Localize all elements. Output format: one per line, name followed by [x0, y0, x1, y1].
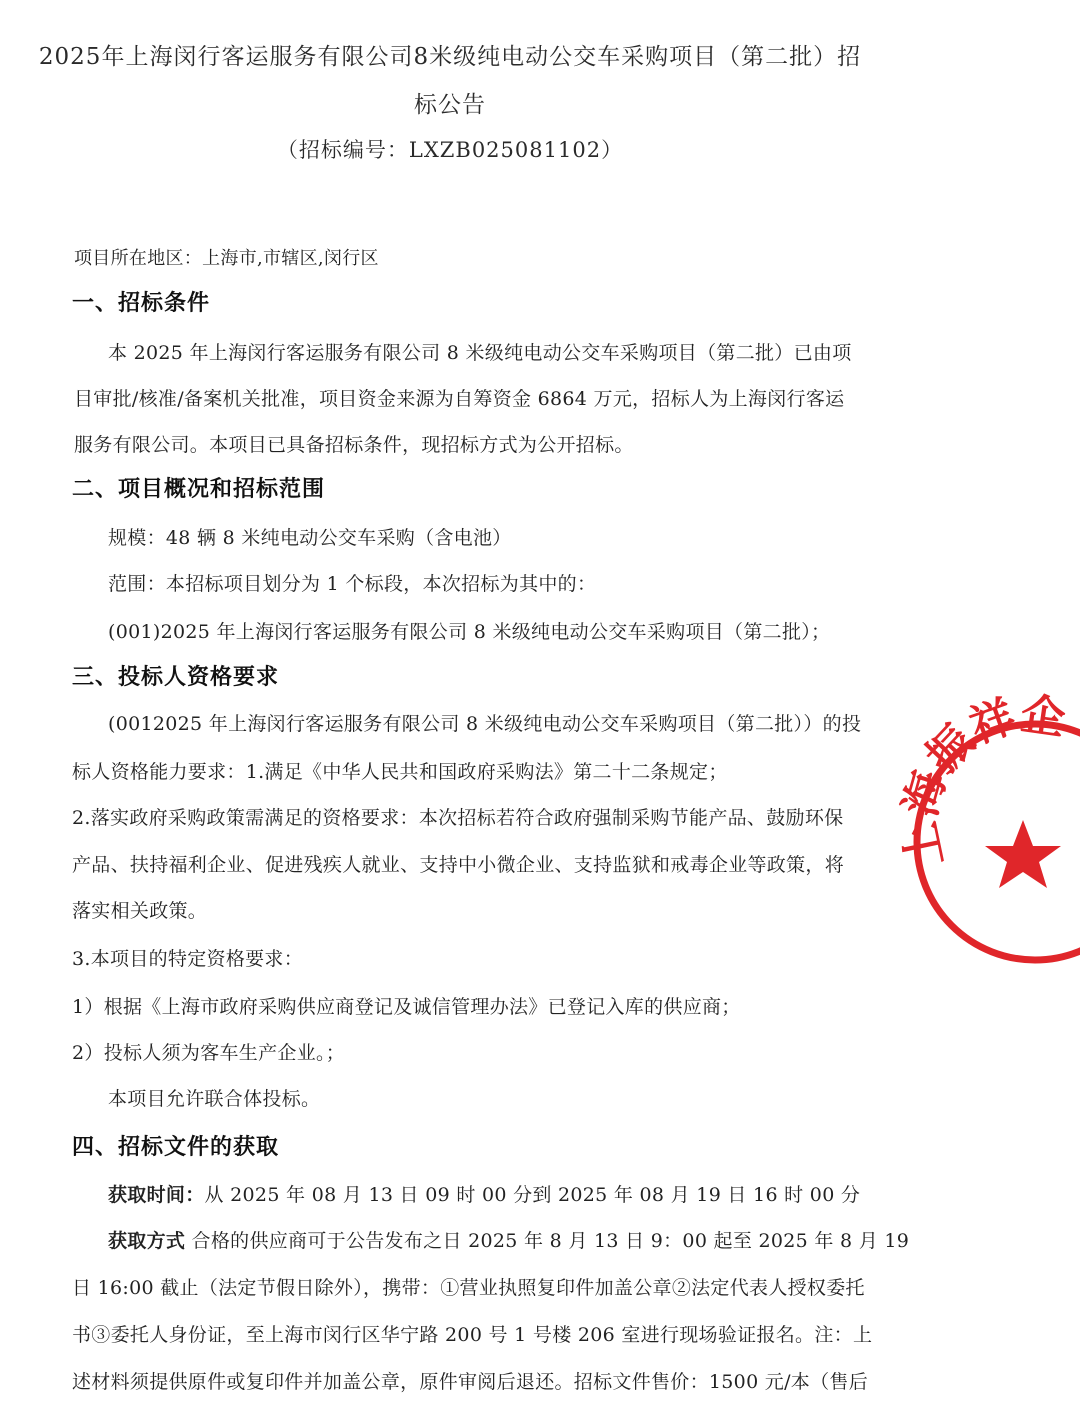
section-1-line: 服务有限公司。本项目已具备招标条件，现招标方式为公开招标。	[74, 434, 634, 456]
section-3-line: 2）投标人须为客车生产企业。；	[72, 1042, 346, 1064]
section-3-heading: 三、投标人资格要求	[72, 665, 280, 690]
section-3-line: 1）根据《上海市政府采购供应商登记及诚信管理办法》已登记入库的供应商；	[72, 996, 741, 1018]
section-2-line: 范围：本招标项目划分为 1 个标段，本次招标为其中的：	[108, 573, 597, 595]
section-2-line: (001)2025 年上海闵行客运服务有限公司 8 米级纯电动公交车采购项目（第二批）；	[108, 621, 831, 643]
section-3-line: 3.本项目的特定资格要求：	[72, 948, 304, 970]
section-1-line: 本 2025 年上海闵行客运服务有限公司 8 米级纯电动公交车采购项目（第二批）已由项	[108, 342, 852, 364]
section-3-line: 本项目允许联合体投标。	[108, 1088, 321, 1110]
acquire-time	[108, 1180, 860, 1207]
project-region: 项目所在地区：上海市,市辖区,闵行区	[74, 248, 379, 269]
acquire-method-label: 获取方式	[108, 1230, 186, 1252]
acquire-time-value: 从 2025 年 08 月 13 日 09 时 00 分到 2025 年 08 月 19 日 16 时 00 分	[204, 1184, 861, 1206]
section-1-heading: 一、招标条件	[72, 291, 211, 316]
section-3-line: (0012025 年上海闵行客运服务有限公司 8 米级纯电动公交车采购项目（第二批））的投	[108, 713, 862, 735]
acquire-method	[108, 1226, 909, 1253]
bid-number: （招标编号：LXZB025081102）	[276, 138, 624, 162]
acquire-method-text: 合格的供应商可于公告发布之日 2025 年 8 月 13 日 9：00 起至 2025 年 8 月 19	[191, 1230, 910, 1252]
section-3-line: 2.落实政府采购政策需满足的资格要求：本次招标若符合政府强制采购节能产品、鼓励环保	[72, 807, 844, 829]
section-4-heading: 四、招标文件的获取	[72, 1135, 280, 1160]
section-4-line: 书③委托人身份证，至上海市闵行区华宁路 200 号 1 号楼 206 室进行现场验证报名。注：上	[72, 1324, 873, 1346]
section-3-line: 产品、扶持福利企业、促进残疾人就业、支持中小微企业、支持监狱和戒毒企业等政策，将	[72, 854, 845, 876]
section-3-line: 落实相关政策。	[72, 900, 208, 922]
section-1-line: 目审批/核准/备案机关批准，项目资金来源为自筹资金 6864 万元，招标人为上海闵行客运	[74, 388, 845, 410]
company-seal-icon	[894, 688, 1080, 972]
seal-text: 上海振祥企	[894, 688, 1069, 871]
title-line-2: 标公告	[414, 92, 486, 118]
title-line-1: 2025年上海闵行客运服务有限公司8米级纯电动公交车采购项目（第二批）招	[38, 44, 862, 70]
section-4-line: 日 16:00 截止（法定节假日除外），携带：①营业执照复印件加盖公章②法定代表人授权委托	[72, 1277, 865, 1299]
section-4-line: 述材料须提供原件或复印件并加盖公章，原件审阅后退还。招标文件售价：1500 元/本（售后	[72, 1371, 868, 1393]
acquire-time-label: 获取时间：	[108, 1184, 205, 1206]
section-2-line: 规模：48 辆 8 米纯电动公交车采购（含电池）	[108, 527, 512, 549]
section-2-heading: 二、项目概况和招标范围	[72, 477, 326, 502]
section-3-line: 标人资格能力要求：1.满足《中华人民共和国政府采购法》第二十二条规定；	[72, 761, 728, 783]
seal-star-icon	[985, 820, 1061, 888]
